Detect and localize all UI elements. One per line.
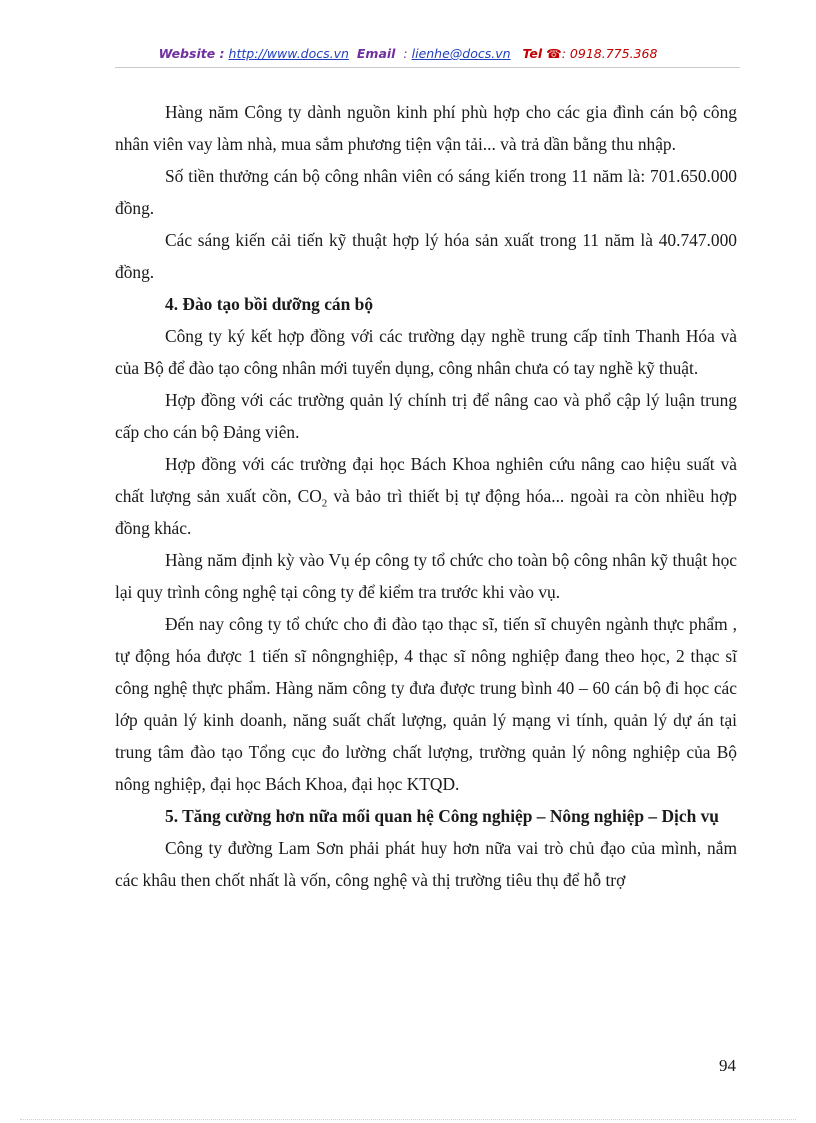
- paragraph-bach-khoa-text-a: Hợp đồng với các trường đại học Bách Khoa nghiên cứu nâng cao hiệu suất và chất lượng sản xuất cồn, CO: [115, 454, 737, 506]
- page-number: 94: [719, 1056, 736, 1075]
- paragraph-bach-khoa-contracts: [115, 448, 737, 544]
- email-label: Email: [356, 46, 396, 61]
- paragraph-housing-loans: Hàng năm Công ty dành nguồn kinh phí phù hợp cho các gia đình cán bộ công nhân viên vay làm nhà, mua sắm phương tiện vận tải... và trả dần bằng thu nhập.: [115, 102, 737, 154]
- header-divider: [115, 67, 740, 68]
- page-header: [0, 46, 816, 61]
- paragraph-postgraduate-training: Đến nay công ty tổ chức cho đi đào tạo thạc sĩ, tiến sĩ chuyên ngành thực phẩm , tự động hóa được 1 tiến sĩ nôngnghiệp, 4 thạc sĩ nông nghiệp đang theo học, 2 thạc sĩ công nghệ thực phẩm. Hàng năm công ty đưa được trung bình 40 – 60 cán bộ đi học các lớp quản lý kinh doanh, năng suất chất lượng, quản lý mạng vi tính, quản lý dự án tại trung tâm đào tạo Tổng cục đo lường chất lượng, trường quản lý nông nghiệp của Bộ nông nghiệp, đại học Bách Khoa, đại học KTQD.: [115, 614, 737, 794]
- phone-icon: ☎: [546, 46, 562, 61]
- website-link[interactable]: http://www.docs.vn: [228, 46, 349, 61]
- paragraph-annual-retraining: Hàng năm định kỳ vào Vụ ép công ty tổ chức cho toàn bộ công nhân kỹ thuật học lại quy trình công nghệ tại công ty để kiểm tra trước khi vào vụ.: [115, 550, 737, 602]
- paragraph-bach-khoa-text-b: và bảo trì thiết bị tự động hóa... ngoài ra còn nhiều hợp đồng khác.: [115, 486, 737, 538]
- paragraph-initiative-bonus: Số tiền thưởng cán bộ công nhân viên có sáng kiến trong 11 năm là: 701.650.000 đồng.: [115, 166, 737, 218]
- email-link[interactable]: lienhe@docs.vn: [411, 46, 511, 61]
- email-separator: :: [403, 46, 408, 61]
- document-body: [115, 96, 737, 896]
- tel-number: : 0918.775.368: [561, 46, 658, 61]
- paragraph-technical-improvements: Các sáng kiến cải tiến kỹ thuật hợp lý hóa sản xuất trong 11 năm là 40.747.000 đồng.: [115, 230, 737, 282]
- website-label: Website :: [158, 46, 225, 61]
- paragraph-vocational-contracts: Công ty ký kết hợp đồng với các trường dạy nghề trung cấp tỉnh Thanh Hóa và của Bộ để đào tạo công nhân mới tuyển dụng, công nhân chưa có tay nghề kỹ thuật.: [115, 326, 737, 378]
- section-heading-relations: 5. Tăng cường hơn nữa mối quan hệ Công nghiệp – Nông nghiệp – Dịch vụ: [165, 806, 719, 826]
- tel-label: Tel: [522, 46, 543, 61]
- paragraph-political-training: Hợp đồng với các trường quản lý chính trị để nâng cao và phổ cập lý luận trung cấp cho cán bộ Đảng viên.: [115, 390, 737, 442]
- section-heading-training: 4. Đào tạo bồi dưỡng cán bộ: [165, 294, 374, 314]
- footer-divider: [20, 1119, 796, 1120]
- paragraph-lam-son-role: Công ty đường Lam Sơn phải phát huy hơn nữa vai trò chủ đạo của mình, nắm các khâu then chốt nhất là vốn, công nghệ và thị trường tiêu thụ để hỗ trợ: [115, 838, 737, 890]
- co2-subscript: 2: [321, 497, 328, 510]
